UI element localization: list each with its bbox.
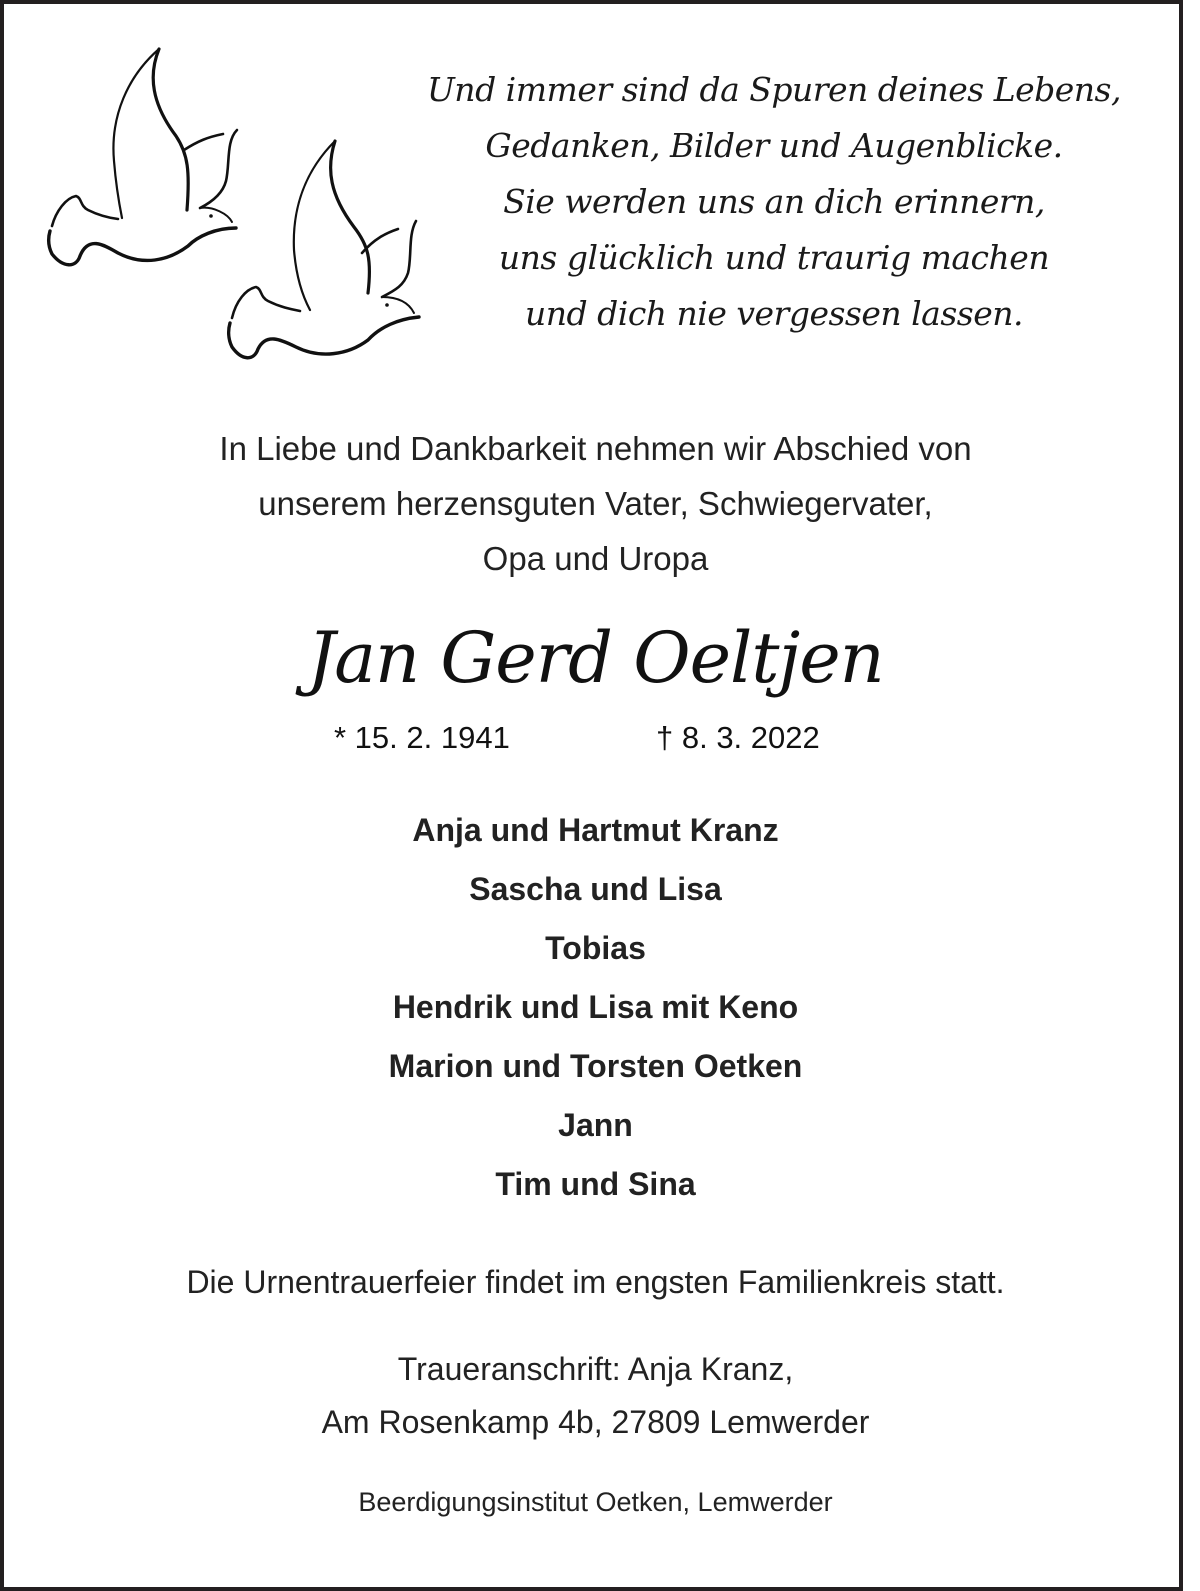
birth-date: * 15. 2. 1941 xyxy=(334,720,510,755)
death-date: † 8. 3. 2022 xyxy=(656,720,820,755)
mourner-entry: Marion und Torsten Oetken xyxy=(388,1048,803,1084)
intro-line: Opa und Uropa xyxy=(482,540,709,577)
dove-icon xyxy=(48,46,243,231)
ceremony-notice: Die Urnentrauerfeier findet im engsten Familienkreis statt. xyxy=(186,1264,1005,1300)
intro-line: unserem herzensguten Vater, Schwiegervater, xyxy=(258,485,933,522)
intro-line: In Liebe und Dankbarkeit nehmen wir Abschied von xyxy=(219,430,972,467)
poem-line: Sie werden uns an dich erinnern, xyxy=(503,182,1045,221)
mourner-entry: Tobias xyxy=(545,930,646,966)
mourner-entry: Hendrik und Lisa mit Keno xyxy=(392,989,799,1025)
mourners-list xyxy=(4,801,1187,1214)
address-line: Traueranschrift: Anja Kranz, xyxy=(397,1351,794,1387)
deceased-name: Jan Gerd Oeltjen xyxy=(307,617,884,699)
mourner-entry: Jann xyxy=(558,1107,633,1143)
memorial-poem xyxy=(374,62,1174,342)
undertaker-credit: Beerdigungsinstitut Oetken, Lemwerder xyxy=(358,1487,833,1517)
poem-line: und dich nie vergessen lassen. xyxy=(525,294,1023,333)
mourner-entry: Sascha und Lisa xyxy=(469,871,722,907)
poem-line: Gedanken, Bilder und Augenblicke. xyxy=(485,126,1063,165)
mourner-entry: Anja und Hartmut Kranz xyxy=(412,812,779,848)
address-line: Am Rosenkamp 4b, 27809 Lemwerder xyxy=(321,1404,870,1440)
poem-line: Und immer sind da Spuren deines Lebens, xyxy=(427,70,1121,109)
mourning-address xyxy=(4,1343,1187,1449)
poem-line: uns glücklich und traurig machen xyxy=(498,238,1050,277)
mourner-entry: Tim und Sina xyxy=(495,1166,696,1202)
farewell-intro xyxy=(4,421,1187,586)
